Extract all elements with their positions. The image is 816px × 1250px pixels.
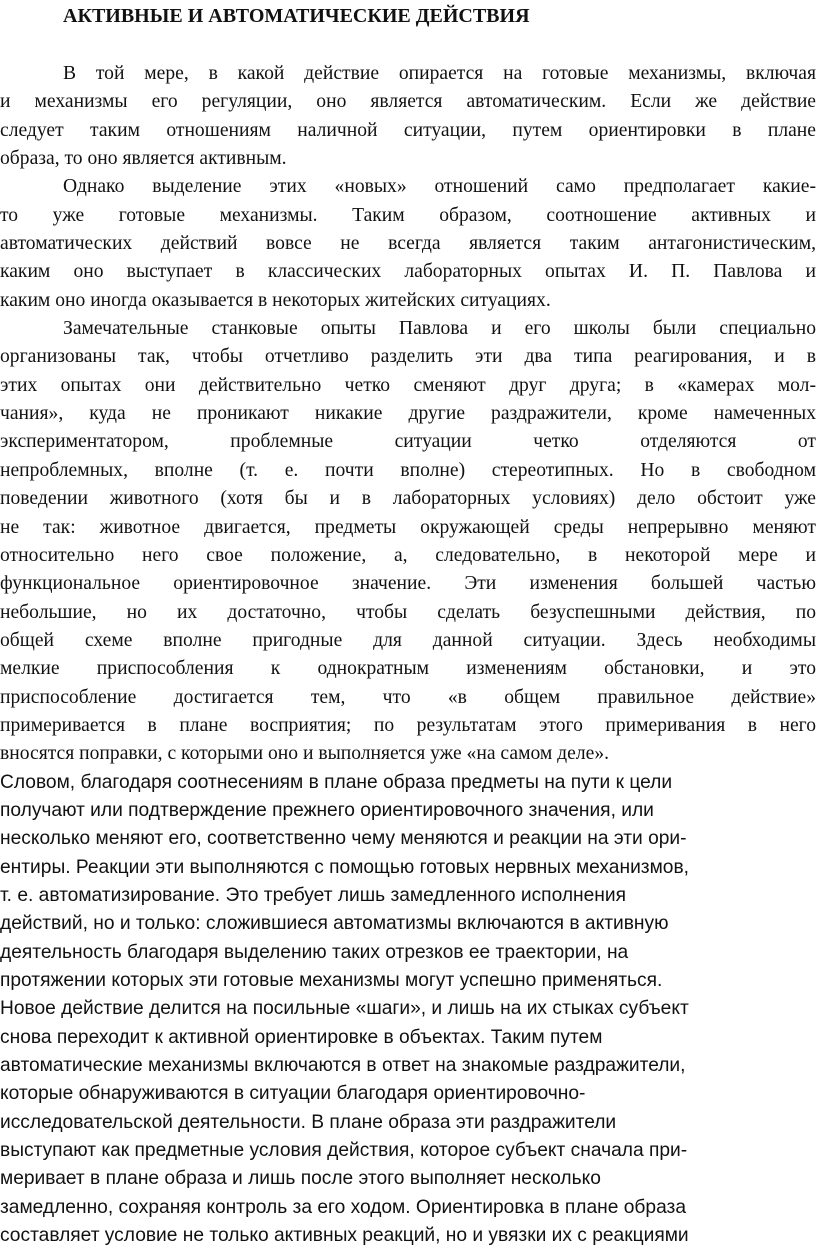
text-line: деятельность благодаря выделению таких отрезков ее траектории, на [0, 941, 629, 963]
text-line: выступают как предметные условия действия, которое субъект сначала при- [0, 1140, 688, 1162]
text-line: небольшие, но их достаточно, чтобы сделать безуспешными действия, по [0, 601, 816, 623]
text-line: организованы так, чтобы отчетливо разделить эти два типа реагирования, и в [0, 346, 816, 368]
text-line: действий, но и только: сложившиеся автоматизмы включаются в активную [0, 913, 669, 935]
paragraph-3 [0, 315, 816, 769]
text-line: функциональное ориентировочное значение. Эти изменения большей частью [0, 573, 816, 595]
text-line: общей схеме вполне пригодные для данной ситуации. Здесь необходимы [0, 629, 816, 651]
text-line: ентиры. Реакции эти выполняются с помощью готовых нервных механизмов, [0, 856, 689, 878]
text-line: приспособление достигается тем, что «в общем правильное действие» [0, 686, 816, 708]
text-line: не так: животное двигается, предметы окружающей среды непрерывно меняют [0, 516, 816, 538]
text-line: получают или подтверждение прежнего ориентировочного значения, или [0, 799, 654, 821]
text-line: автоматических действий вовсе не всегда является таким антагонистическим, [0, 233, 816, 255]
text-line: экспериментатором, проблемные ситуации четко отделяются от [0, 431, 816, 453]
text-line: непроблемных, вполне (т. е. почти вполне) стереотипных. Но в свободном [0, 459, 816, 481]
text-line: Однако выделение этих «новых» отношений само предполагает какие- [63, 176, 816, 198]
text-line: относительно него свое положение, а, следовательно, в некоторой мере и [0, 544, 816, 566]
text-line: протяжении которых эти готовые механизмы могут успешно применяться. [0, 970, 663, 991]
page-heading: АКТИВНЫЕ И АВТОМАТИЧЕСКИЕ ДЕЙСТВИЯ [63, 5, 530, 27]
text-line: чания», куда не проникают никакие другие раздражители, кроме намеченных [0, 403, 816, 425]
text-line: замедленно, сохраняя контроль за его ходом. Ориентировка в плане образа [0, 1196, 686, 1218]
paragraph-1 [0, 60, 816, 173]
text-line: меривает в плане образа и лишь после этого выполняет несколько [0, 1168, 601, 1190]
text-line: В той мере, в какой действие опирается на готовые механизмы, включая [63, 63, 816, 84]
text-line: Замечательные станковые опыты Павлова и его школы были специально [63, 318, 816, 340]
paragraph-4 [0, 769, 816, 1250]
text-line: примеривается в плане восприятия; по результатам этого примеривания в него [0, 714, 816, 736]
text-line: и механизмы его регуляции, оно является автоматическим. Если же действие [0, 91, 816, 113]
text-line: вносятся поправки, с которыми оно и выполняется уже «на самом деле». [0, 743, 610, 765]
text-line: Новое действие делится на посильные «шаги», и лишь на их стыках субъект [0, 998, 689, 1020]
text-line: автоматические механизмы включаются в ответ на знакомые раздражители, [0, 1055, 686, 1077]
text-line: т. е. автоматизирование. Это требует лишь замедленного исполнения [0, 884, 626, 906]
text-line: каким оно иногда оказывается в некоторых житейских ситуациях. [0, 289, 551, 311]
text-line: составляет условие не только активных реакций, но и увязки их с реакциями [0, 1225, 689, 1247]
text-line: каким оно выступает в классических лабораторных опытах И. П. Павлова и [0, 261, 816, 283]
text-line: Словом, благодаря соотнесениям в плане образа предметы на пути к цели [0, 771, 673, 793]
text-line: то уже готовые механизмы. Таким образом, соотношение активных и [0, 204, 816, 226]
text-line: поведении животного (хотя бы и в лабораторных условиях) дело обстоит уже [0, 488, 816, 510]
text-line: следует таким отношениям наличной ситуации, путем ориентировки в плане [0, 119, 816, 141]
text-line: мелкие приспособления к однократным изменениям обстановки, и это [0, 658, 816, 680]
text-line: исследовательской деятельности. В плане образа эти раздражители [0, 1111, 617, 1133]
text-line: образа, то оно является активным. [0, 148, 287, 170]
text-line: несколько меняют его, соответственно чему меняются и реакции на эти ори- [0, 828, 687, 850]
paragraph-2 [0, 173, 816, 315]
text-line: этих опытах они действительно четко сменяют друг друга; в «камерах мол- [0, 374, 816, 396]
text-line: снова переходит к активной ориентировке в объектах. Таким путем [0, 1026, 603, 1048]
text-line: которые обнаруживаются в ситуации благодаря ориентировочно- [0, 1083, 586, 1105]
body-text [0, 60, 816, 1250]
